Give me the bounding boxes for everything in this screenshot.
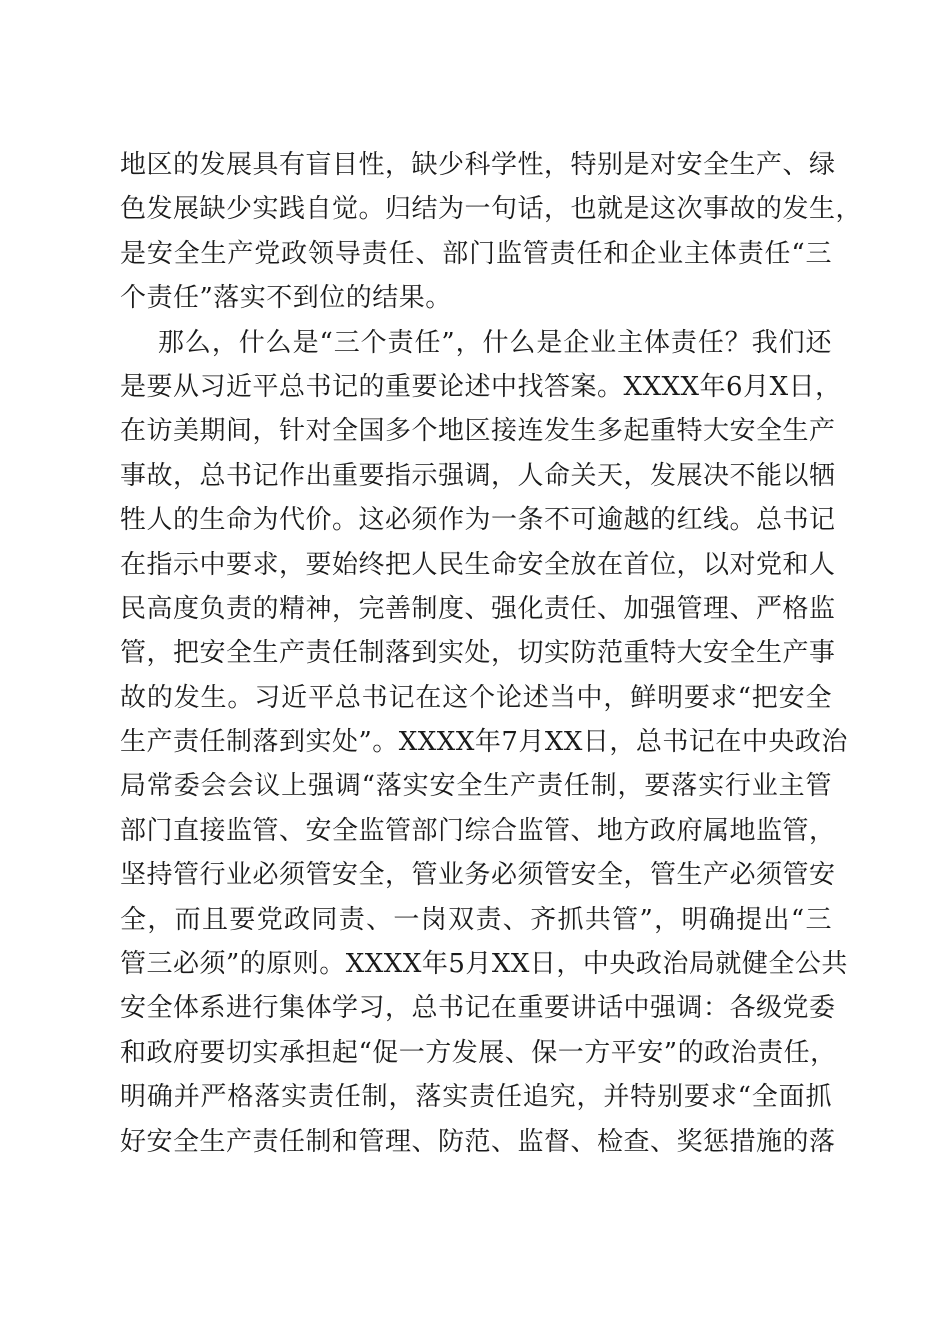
text-line: 色发展缺少实践自觉。归结为一句话，也就是这次事故的发生， — [120, 194, 863, 225]
text-line: 安全体系进行集体学习，总书记在重要讲话中强调：各级党委 — [120, 993, 836, 1024]
text-line: 坚持管行业必须管安全，管业务必须管安全，管生产必须管安 — [120, 860, 836, 891]
text-line: 牲人的生命为代价。这必须作为一条不可逾越的红线。总书记 — [120, 505, 836, 536]
text-line: 地区的发展具有盲目性，缺少科学性，特别是对安全生产、绿 — [120, 150, 836, 180]
text-line: 故的发生。习近平总书记在这个论述当中，鲜明要求“把安全 — [120, 682, 832, 713]
text-line: 民高度负责的精神，完善制度、强化责任、加强管理、严格监 — [120, 593, 836, 624]
text-line: 管，把安全生产责任制落到实处，切实防范重特大安全生产事 — [120, 638, 836, 669]
text-line: 全，而且要党政同责、一岗双责、齐抓共管”，明确提出“三 — [120, 904, 832, 935]
text-line: 在访美期间，针对全国多个地区接连发生多起重特大安全生产 — [120, 416, 836, 447]
text-line: 事故，总书记作出重要指示强调，人命关天，发展决不能以牺 — [120, 460, 836, 491]
text-line: 明确并严格落实责任制，落实责任追究，并特别要求“全面抓 — [120, 1082, 832, 1113]
text-line: 部门直接监管、安全监管部门综合监管、地方政府属地监管， — [120, 815, 836, 846]
text-line: 是安全生产党政领导责任、部门监管责任和企业主体责任“三 — [120, 238, 832, 269]
text-line: 管三必须”的原则。XXXX年5月XX日，中央政治局就健全公共 — [120, 949, 848, 980]
text-line: 好安全生产责任制和管理、防范、监督、检查、奖惩措施的落 — [120, 1126, 836, 1157]
paragraph-2 — [120, 321, 848, 1164]
document-body — [120, 143, 863, 1164]
text-line: 和政府要切实承担起“促一方发展、保一方平安”的政治责任， — [120, 1037, 837, 1068]
text-line: 那么，什么是“三个责任”，什么是企业主体责任？我们还 — [158, 327, 832, 358]
text-line: 局常委会会议上强调“落实安全生产责任制，要落实行业主管 — [120, 771, 832, 802]
text-line: 生产责任制落到实处”。XXXX年7月XX日，总书记在中央政治 — [120, 727, 848, 758]
text-line: 是要从习近平总书记的重要论述中找答案。XXXX年6月X日， — [120, 371, 842, 402]
text-line: 在指示中要求，要始终把人民生命安全放在首位，以对党和人 — [120, 549, 836, 580]
text-line: 个责任”落实不到位的结果。 — [120, 283, 452, 314]
paragraph-1 — [120, 143, 863, 321]
